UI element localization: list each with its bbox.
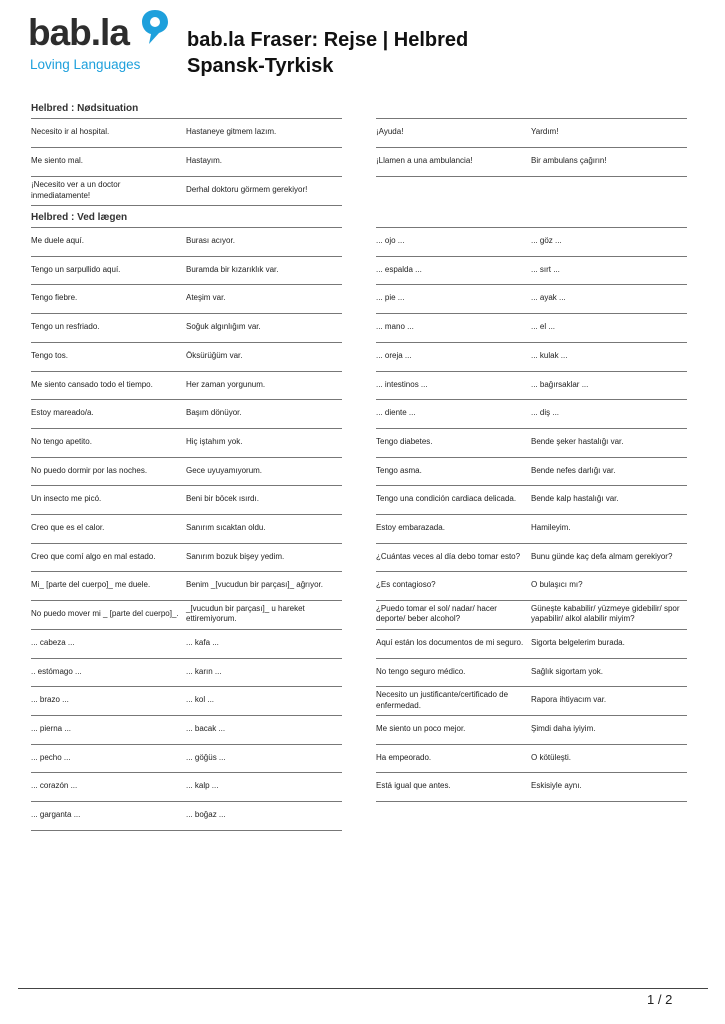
spanish-phrase: Tengo una condición cardiaca delicada. — [376, 494, 517, 504]
spanish-phrase: Creo que es el calor. — [31, 523, 105, 533]
spanish-phrase: ... ojo ... — [376, 236, 405, 246]
phrase-row — [31, 148, 342, 175]
turkish-phrase: ... bacak ... — [186, 723, 226, 733]
turkish-phrase: Hastayım. — [186, 156, 223, 166]
title-line-1: bab.la Fraser: Rejse | Helbred — [187, 29, 469, 51]
turkish-phrase: ... kol ... — [186, 695, 215, 705]
phrase-row — [31, 257, 342, 284]
phrase-row — [31, 458, 342, 485]
spanish-phrase: ¿Puedo tomar el sol/ nadar/ hacer deporte/ beber alcohol? — [376, 603, 497, 624]
turkish-phrase: O bulaşıcı mı? — [531, 580, 583, 590]
spanish-phrase: Un insecto me picó. — [31, 494, 102, 504]
spanish-phrase: No puedo dormir por las noches. — [31, 465, 148, 475]
spanish-phrase: Aquí están los documentos de mi seguro. — [376, 637, 524, 647]
spanish-phrase: Tengo un sarpullido aquí. — [31, 264, 121, 274]
phrase-row — [31, 802, 342, 829]
phrase-row — [376, 515, 687, 542]
spanish-phrase: ... oreja ... — [376, 350, 412, 360]
turkish-phrase: Güneşte kababilir/ yüzmeye gidebilir/ spor yapabilir/ alkol alabilir miyim? — [531, 603, 680, 624]
turkish-phrase: ... kulak ... — [531, 350, 568, 360]
phrase-row — [31, 515, 342, 542]
turkish-phrase: Başım dönüyor. — [186, 408, 242, 418]
phrase-row — [376, 285, 687, 312]
spanish-phrase: Tengo fiebre. — [31, 293, 78, 303]
phrase-row — [376, 400, 687, 427]
spanish-phrase: ... mano ... — [376, 322, 414, 332]
turkish-phrase: ... ayak ... — [531, 293, 566, 303]
phrase-row — [376, 687, 687, 714]
turkish-phrase: ... kalp ... — [186, 781, 219, 791]
phrase-row — [376, 119, 687, 146]
phrase-row — [31, 285, 342, 312]
turkish-phrase: Hastaneye gitmem lazım. — [186, 127, 277, 137]
row-divider — [376, 176, 687, 177]
turkish-phrase: ... karın ... — [186, 666, 222, 676]
turkish-phrase: Sanırım sıcaktan oldu. — [186, 523, 266, 533]
phrase-row — [31, 544, 342, 571]
turkish-phrase: Bende nefes darlığı var. — [531, 465, 616, 475]
phrase-row — [376, 257, 687, 284]
turkish-phrase: Derhal doktoru görmem gerekiyor! — [186, 185, 308, 195]
turkish-phrase: Hamileyim. — [531, 523, 571, 533]
page-title — [187, 27, 468, 79]
spanish-phrase: Necesito un justificante/certificado de enfermedad. — [376, 690, 509, 710]
phrase-row — [31, 659, 342, 686]
phrase-row — [31, 314, 342, 341]
spanish-phrase: Tengo asma. — [376, 465, 422, 475]
spanish-phrase: Tengo un resfriado. — [31, 322, 100, 332]
spanish-phrase: ... corazón ... — [31, 781, 78, 791]
title-line-2: Spansk-Tyrkisk — [187, 55, 334, 77]
speech-bubble-icon — [138, 8, 172, 48]
turkish-phrase: O kötüleşti. — [531, 752, 572, 762]
spanish-phrase: No puedo mover mi _ [parte del cuerpo]_. — [31, 609, 179, 619]
spanish-phrase: ¿Cuántas veces al día debo tomar esto? — [376, 551, 521, 561]
row-divider — [31, 205, 342, 206]
phrase-row — [376, 630, 687, 657]
phrase-row — [376, 343, 687, 370]
row-divider — [31, 830, 342, 831]
phrase-row — [31, 572, 342, 599]
spanish-phrase: Me siento cansado todo el tiempo. — [31, 379, 153, 389]
spanish-phrase: Está igual que antes. — [376, 781, 451, 791]
turkish-phrase: ... diş ... — [531, 408, 560, 418]
spanish-phrase: .. estómago ... — [31, 666, 82, 676]
phrase-row — [376, 486, 687, 513]
phrase-row — [31, 773, 342, 800]
phrase-row — [31, 372, 342, 399]
logo-tagline: Loving Languages — [30, 57, 141, 72]
spanish-phrase: ¿Es contagioso? — [376, 580, 436, 590]
spanish-phrase: ... pie ... — [376, 293, 405, 303]
spanish-phrase: ... diente ... — [376, 408, 416, 418]
phrase-row — [31, 745, 342, 772]
turkish-phrase: Beni bir böcek ısırdı. — [186, 494, 259, 504]
phrase-row — [376, 716, 687, 743]
spanish-phrase: Mi_ [parte del cuerpo]_ me duele. — [31, 580, 151, 590]
phrase-row — [31, 630, 342, 657]
section-title-emergency: Helbred : Nødsituation — [31, 103, 139, 114]
spanish-phrase: Necesito ir al hospital. — [31, 127, 110, 137]
phrase-row — [31, 429, 342, 456]
turkish-phrase: Soğuk algınlığım var. — [186, 322, 261, 332]
phrase-row — [376, 601, 687, 628]
spanish-phrase: ... intestinos ... — [376, 379, 428, 389]
phrase-row — [376, 773, 687, 800]
phrase-row — [376, 228, 687, 255]
phrase-row — [376, 372, 687, 399]
spanish-phrase: ... cabeza ... — [31, 637, 75, 647]
turkish-phrase: Buramda bir kızarıklık var. — [186, 264, 279, 274]
phrase-row — [376, 314, 687, 341]
turkish-phrase: Rapora ihtiyacım var. — [531, 695, 607, 705]
phrase-row — [31, 343, 342, 370]
turkish-phrase: Bunu günde kaç defa almam gerekiyor? — [531, 551, 673, 561]
spanish-phrase: Ha empeorado. — [376, 752, 432, 762]
phrase-row — [31, 601, 342, 628]
babla-logo — [28, 8, 178, 74]
turkish-phrase: Sağlık sigortam yok. — [531, 666, 604, 676]
logo-wordmark: bab.la — [28, 12, 129, 53]
row-divider — [376, 801, 687, 802]
turkish-phrase: Her zaman yorgunum. — [186, 379, 266, 389]
page-number: 1 / 2 — [647, 992, 673, 1007]
turkish-phrase: Sanırım bozuk bişey yedim. — [186, 551, 285, 561]
spanish-phrase: ¡Necesito ver a un doctor inmediatamente! — [31, 180, 121, 200]
turkish-phrase: ... göğüs ... — [186, 752, 226, 762]
turkish-phrase: ... el ... — [531, 322, 556, 332]
spanish-phrase: Tengo tos. — [31, 350, 68, 360]
phrase-row — [376, 659, 687, 686]
turkish-phrase: ... göz ... — [531, 236, 562, 246]
phrase-row — [31, 119, 342, 146]
spanish-phrase: No tengo seguro médico. — [376, 666, 466, 676]
turkish-phrase: _[vucudun bir parçası]_ u hareket ettiremiyorum. — [186, 603, 305, 624]
turkish-phrase: Öksürüğüm var. — [186, 350, 243, 360]
spanish-phrase: No tengo apetito. — [31, 436, 92, 446]
spanish-phrase: Me duele aquí. — [31, 236, 84, 246]
turkish-phrase: Benim _[vucudun bir parçası]_ ağrıyor. — [186, 580, 323, 590]
turkish-phrase: Sigorta belgelerim burada. — [531, 637, 625, 647]
spanish-phrase: Me siento un poco mejor. — [376, 723, 466, 733]
phrase-row — [376, 745, 687, 772]
spanish-phrase: ¡Ayuda! — [376, 127, 404, 137]
turkish-phrase: ... boğaz ... — [186, 810, 226, 820]
spanish-phrase: Estoy mareado/a. — [31, 408, 94, 418]
spanish-phrase: Tengo diabetes. — [376, 436, 433, 446]
turkish-phrase: Burası acıyor. — [186, 236, 235, 246]
turkish-phrase: Hiç iştahım yok. — [186, 436, 243, 446]
phrase-row — [31, 716, 342, 743]
phrase-row — [31, 228, 342, 255]
turkish-phrase: ... bağırsaklar ... — [531, 379, 589, 389]
turkish-phrase: ... kafa ... — [186, 637, 219, 647]
turkish-phrase: Bende şeker hastalığı var. — [531, 436, 624, 446]
turkish-phrase: Ateşim var. — [186, 293, 226, 303]
spanish-phrase: ¡Llamen a una ambulancia! — [376, 156, 473, 166]
spanish-phrase: ... espalda ... — [376, 264, 422, 274]
phrase-row — [376, 429, 687, 456]
turkish-phrase: Gece uyuyamıyorum. — [186, 465, 263, 475]
spanish-phrase: ... garganta ... — [31, 810, 81, 820]
turkish-phrase: Eskisiyle aynı. — [531, 781, 582, 791]
phrase-row — [31, 400, 342, 427]
phrase-row — [376, 148, 687, 175]
spanish-phrase: ... pecho ... — [31, 752, 71, 762]
turkish-phrase: Şimdi daha iyiyim. — [531, 723, 596, 733]
spanish-phrase: ... brazo ... — [31, 695, 69, 705]
section-title-doctor: Helbred : Ved lægen — [31, 212, 128, 223]
footer-divider — [18, 988, 708, 989]
phrase-row — [376, 572, 687, 599]
turkish-phrase: Bende kalp hastalığı var. — [531, 494, 619, 504]
turkish-phrase: ... sırt ... — [531, 264, 560, 274]
turkish-phrase: Yardım! — [531, 127, 559, 137]
spanish-phrase: Estoy embarazada. — [376, 523, 445, 533]
spanish-phrase: Creo que comí algo en mal estado. — [31, 551, 156, 561]
phrase-row — [31, 177, 342, 204]
spanish-phrase: Me siento mal. — [31, 156, 84, 166]
phrase-row — [31, 486, 342, 513]
phrase-row — [31, 687, 342, 714]
turkish-phrase: Bir ambulans çağırın! — [531, 156, 607, 166]
phrase-row — [376, 544, 687, 571]
spanish-phrase: ... pierna ... — [31, 723, 72, 733]
phrase-row — [376, 458, 687, 485]
